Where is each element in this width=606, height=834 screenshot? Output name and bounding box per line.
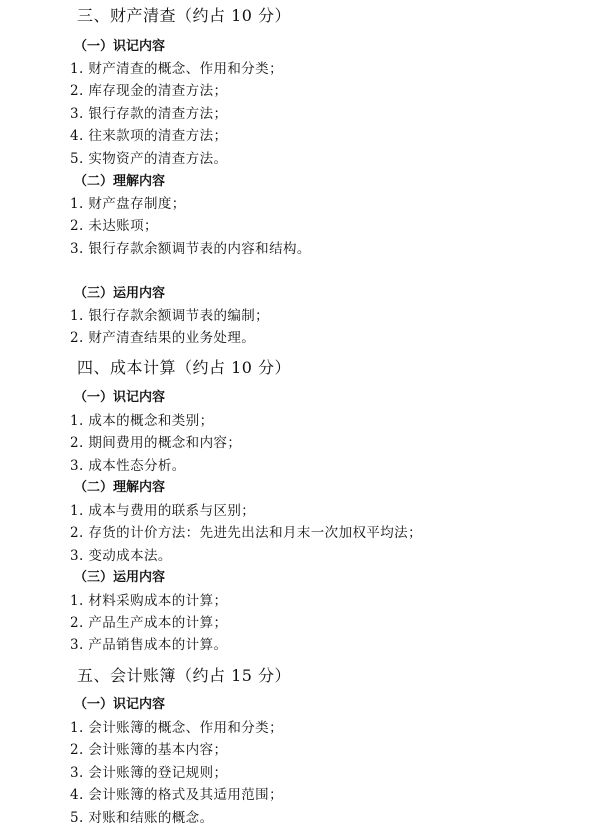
list-item: 2. 未达账项；: [70, 218, 158, 234]
group-title: （一）识记内容: [74, 39, 166, 54]
list-item: 1. 成本与费用的联系与区别；: [70, 503, 256, 519]
group-title: （一）识记内容: [74, 697, 166, 712]
list-item: 1. 会计账簿的概念、作用和分类；: [70, 720, 283, 736]
group-title: （三）运用内容: [74, 570, 166, 585]
list-item: 2. 期间费用的概念和内容；: [70, 435, 242, 451]
list-item: 1. 财产清查的概念、作用和分类；: [70, 61, 283, 77]
list-item: 1. 银行存款余额调节表的编制；: [70, 308, 270, 324]
list-item: 1. 材料采购成本的计算；: [70, 593, 228, 609]
list-item: 3. 银行存款余额调节表的内容和结构。: [70, 241, 311, 257]
section-heading: 四、成本计算（约占 10 分）: [77, 358, 292, 377]
group-title: （一）识记内容: [74, 390, 166, 405]
list-item: 3. 银行存款的清查方法；: [70, 106, 228, 122]
section-heading: 五、会计账簿（约占 15 分）: [77, 666, 292, 685]
group-title: （二）理解内容: [74, 174, 166, 189]
group-title: （三）运用内容: [74, 286, 166, 301]
list-item: 2. 产品生产成本的计算；: [70, 615, 228, 631]
list-item: 2. 存货的计价方法：先进先出法和月末一次加权平均法；: [70, 525, 422, 541]
list-item: 3. 会计账簿的登记规则；: [70, 765, 228, 781]
list-item: 1. 财产盘存制度；: [70, 196, 186, 212]
list-item: 2. 库存现金的清查方法；: [70, 83, 228, 99]
list-item: 2. 财产清查结果的业务处理。: [70, 330, 256, 346]
section-heading: 三、财产清查（约占 10 分）: [77, 6, 292, 25]
list-item: 2. 会计账簿的基本内容；: [70, 742, 228, 758]
group-title: （二）理解内容: [74, 480, 166, 495]
list-item: 3. 变动成本法。: [70, 548, 172, 564]
list-item: 5. 对账和结账的概念。: [70, 810, 214, 826]
list-item: 3. 成本性态分析。: [70, 458, 186, 474]
list-item: 3. 产品销售成本的计算。: [70, 637, 228, 653]
list-item: 1. 成本的概念和类别；: [70, 413, 214, 429]
list-item: 4. 往来款项的清查方法；: [70, 128, 228, 144]
list-item: 4. 会计账簿的格式及其适用范围；: [70, 787, 283, 803]
list-item: 5. 实物资产的清查方法。: [70, 151, 228, 167]
